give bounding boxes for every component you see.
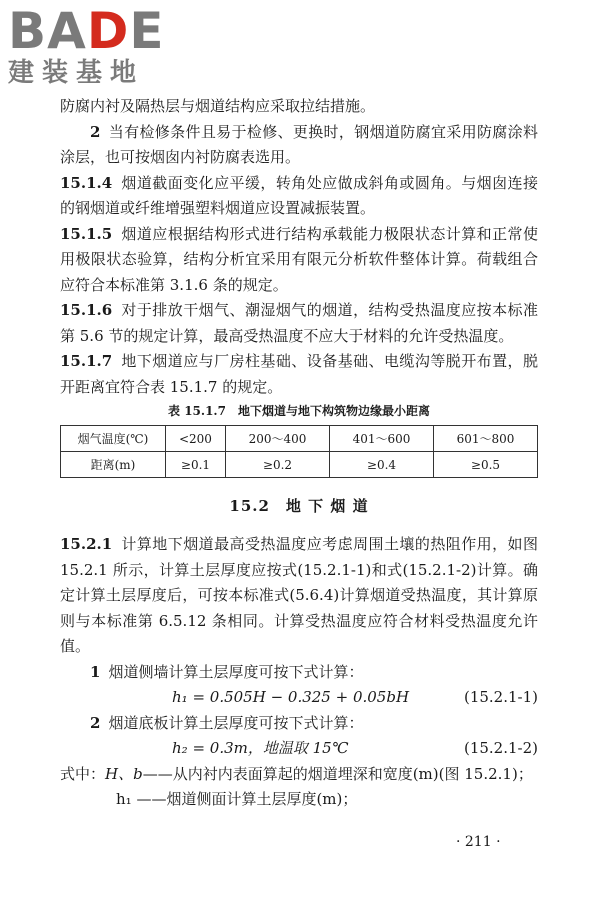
logo-brand-prefix: BA: [8, 2, 87, 60]
table-caption: 表 15.1.7 地下烟道与地下构筑物边缘最小距离: [168, 404, 430, 418]
table-header-row: [61, 426, 538, 452]
formula-number: (15.2.1-1): [463, 688, 538, 706]
clause-number: 15.1.5: [60, 224, 113, 243]
item-text: 烟道侧墙计算土层厚度可按下式计算：: [108, 662, 364, 681]
table-cell: 距离(m): [61, 452, 166, 478]
clause-text: 地下烟道应与厂房柱基础、设备基础、电缆沟等脱开布置，脱开距离宜符合表 15.1.7 的规定。: [60, 352, 538, 396]
definition-row: [60, 787, 538, 813]
item-number: 2: [90, 713, 101, 732]
table-cell: ≥0.4: [329, 452, 433, 478]
table-cell: ≥0.1: [165, 452, 225, 478]
definition-row: [60, 762, 538, 788]
page-number: · 211 ·: [456, 834, 501, 850]
item-text: 当有检修条件且易于检修、更换时，钢烟道防腐宜采用防腐涂料涂层，也可按烟囱内衬防腐表选用。: [60, 122, 538, 166]
logo: [8, 2, 165, 88]
definition-symbol: H、b: [105, 764, 143, 783]
clause-number: 15.2.1: [60, 535, 113, 553]
definition-text: ——从内衬内表面算起的烟道埋深和宽度(m)(图 15.2.1)；: [142, 764, 533, 783]
distance-table: [60, 425, 538, 478]
clause-text: 烟道截面变化应平缓，转角处应做成斜角或圆角。与烟囱连接的钢烟道或纤维增强塑料烟道应设置减振装置。: [60, 173, 538, 217]
definition-text: ——烟道侧面计算土层厚度(m)；: [131, 790, 358, 808]
paragraph-continuation: 防腐内衬及隔热层与烟道结构应采取拉结措施。: [60, 97, 376, 115]
clause-number: 15.1.4: [60, 173, 113, 192]
logo-subtitle: 建装基地: [8, 58, 145, 88]
clause-15-1-7: [60, 349, 538, 400]
clause-15-1-6: [60, 298, 538, 349]
document-body: [60, 94, 538, 813]
table-cell: 烟气温度(℃): [61, 426, 166, 452]
item-number: 1: [90, 662, 101, 681]
formula-row: [60, 736, 538, 762]
definition-intro: 式中：: [60, 764, 106, 783]
definition-symbol: h₁: [116, 790, 132, 808]
table-cell: ≥0.5: [433, 452, 537, 478]
table-cell: 401～600: [329, 426, 433, 452]
clause-number: 15.1.7: [60, 352, 113, 370]
formula-item-1: [60, 660, 538, 686]
formula-item-2: [60, 711, 538, 737]
logo-brand-suffix: E: [129, 2, 165, 60]
clause-15-1-4: [60, 171, 538, 222]
clause-15-1-5: [60, 222, 538, 299]
clause-text: 对于排放干烟气、潮湿烟气的烟道，结构受热温度应按本标准第 5.6 节的规定计算，最高受热温度不应大于材料的允许受热温度。: [60, 301, 538, 345]
formula-row: [60, 685, 538, 711]
formula-expression: h₁ = 0.505H − 0.325 + 0.05bH: [172, 688, 410, 706]
table-cell: 601～800: [433, 426, 537, 452]
clause-text: 计算地下烟道最高受热温度应考虑周围土壤的热阻作用，如图 15.2.1 所示，计算土层厚度应按式(15.2.1-1)和式(15.2.1-2)计算。确定计算土层厚度后，可按本标准式(5.6.4)计算烟道受热温度，其计算原则与本标准第 6.5.12 条相同。计算受热温度应符合材料受热温度允许值。: [60, 535, 538, 655]
item-number: 2: [90, 122, 101, 141]
clause-15-2-1: [60, 532, 538, 660]
item-text: 烟道底板计算土层厚度可按下式计算：: [108, 713, 364, 732]
formula-expression: h₂ = 0.3m，地温取 15℃: [172, 739, 349, 757]
logo-brand-accent: D: [86, 2, 130, 60]
clause-number: 15.1.6: [60, 301, 113, 319]
formula-number: (15.2.1-2): [463, 739, 538, 757]
section-heading: 15.2 地 下 烟 道: [229, 497, 369, 515]
clause-text: 烟道应根据结构形式进行结构承载能力极限状态计算和正常使用极限状态验算，结构分析宜采用有限元分析软件整体计算。荷载组合应符合本标准第 3.1.6 条的规定。: [60, 224, 538, 294]
table-cell: ≥0.2: [226, 452, 330, 478]
paragraph-item-2: [60, 120, 538, 171]
table-cell: 200～400: [226, 426, 330, 452]
logo-brand: [8, 2, 165, 60]
table-row: [61, 452, 538, 478]
table-cell: <200: [165, 426, 225, 452]
